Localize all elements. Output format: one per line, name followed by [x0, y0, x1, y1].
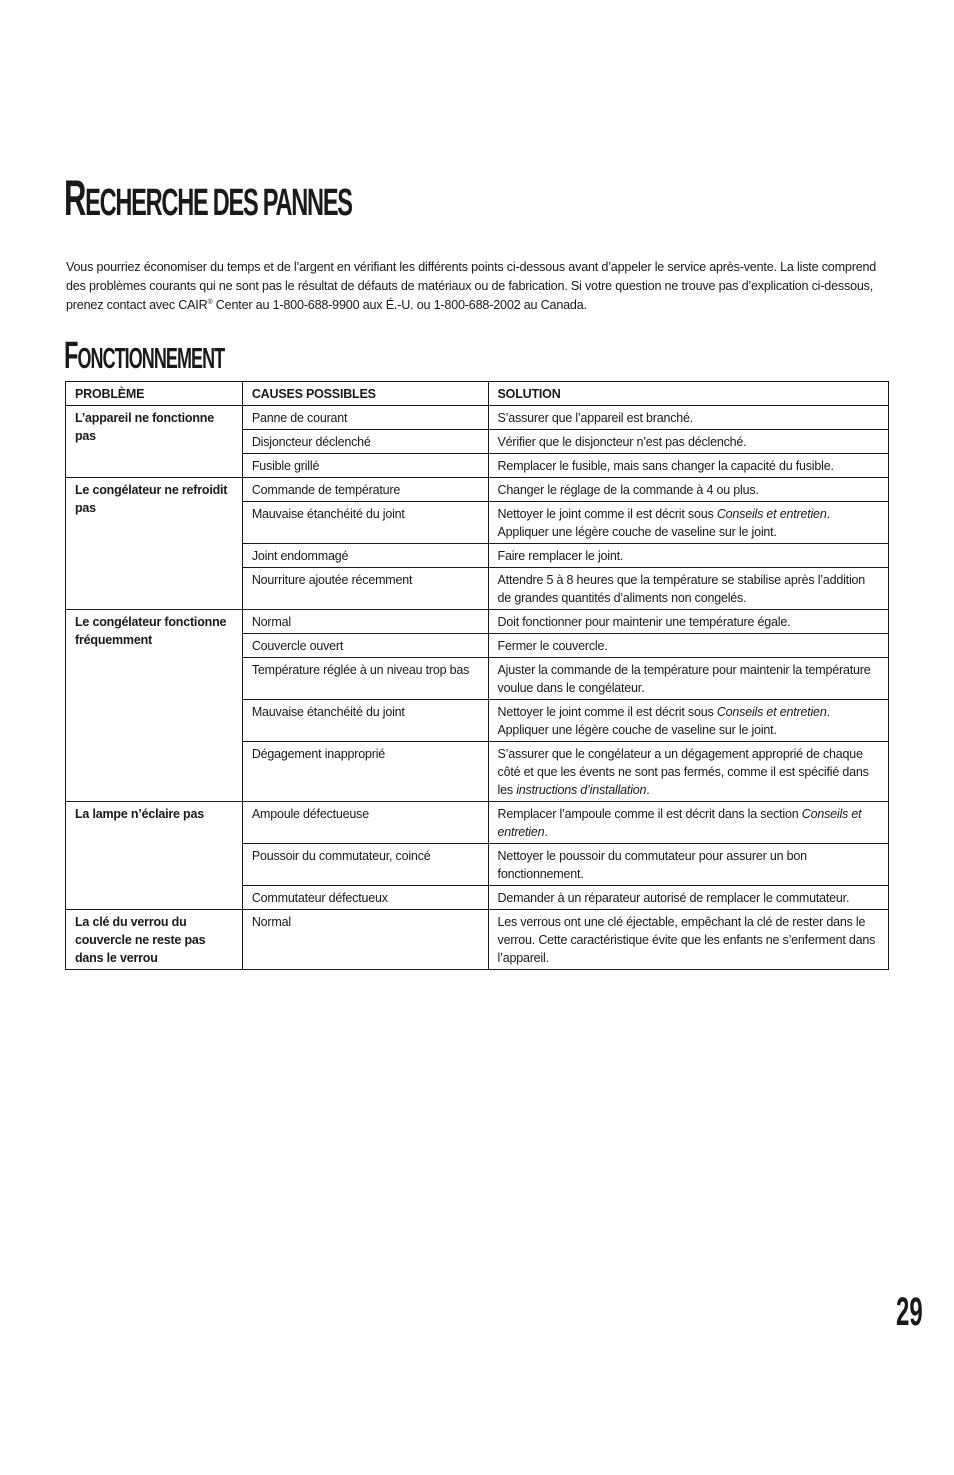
table-row	[66, 802, 889, 844]
solution-reference: instructions d’installation	[516, 783, 647, 797]
cause-cell: Ampoule défectueuse	[242, 802, 488, 844]
cause-cell: Poussoir du commutateur, coincé	[242, 844, 488, 886]
intro-text-contact: Center au 1-800-688-9900 aux É.-U. ou 1-800-688-2002 au Canada.	[212, 298, 587, 312]
cause-cell: Mauvaise étanchéité du joint	[242, 502, 488, 544]
solution-cell	[488, 742, 888, 802]
cause-cell: Commande de température	[242, 478, 488, 502]
solution-text: .	[544, 825, 548, 839]
section-title-initial: F	[64, 335, 78, 377]
problem-cell: La clé du verrou du couvercle ne reste pas dans le verrou	[66, 910, 243, 970]
title-initial: R	[64, 170, 86, 226]
header-solution: SOLUTION	[488, 382, 888, 406]
solution-cell: S’assurer que l’appareil est branché.	[488, 406, 888, 430]
cause-cell: Couvercle ouvert	[242, 634, 488, 658]
table-header-row	[66, 382, 889, 406]
solution-text: Remplacer l’ampoule comme il est décrit dans la section	[497, 807, 802, 821]
solution-cell: Demander à un réparateur autorisé de remplacer le commutateur.	[488, 886, 888, 910]
solution-cell: Faire remplacer le joint.	[488, 544, 888, 568]
solution-cell: Ajuster la commande de la température pour maintenir la température voulue dans le congélateur.	[488, 658, 888, 700]
table-row	[66, 406, 889, 430]
solution-text: .	[646, 783, 650, 797]
solution-cell	[488, 502, 888, 544]
troubleshooting-table	[65, 381, 889, 970]
section-title-rest: ONCTIONNEMENT	[77, 343, 225, 375]
solution-text: Nettoyer le joint comme il est décrit sous	[497, 507, 717, 521]
cause-cell: Mauvaise étanchéité du joint	[242, 700, 488, 742]
cause-cell: Disjoncteur déclenché	[242, 430, 488, 454]
solution-cell: Les verrous ont une clé éjectable, empêchant la clé de rester dans le verrou. Cette caractéristique évite que les enfants ne s’enferment dans l’appareil.	[488, 910, 888, 970]
solution-cell: Fermer le couvercle.	[488, 634, 888, 658]
cause-cell: Température réglée à un niveau trop bas	[242, 658, 488, 700]
registered-mark: ®	[207, 299, 213, 306]
solution-cell	[488, 802, 888, 844]
cause-cell: Fusible grillé	[242, 454, 488, 478]
solution-text: . Appliquer une légère couche de vaseline sur le joint.	[497, 507, 830, 539]
cause-cell: Normal	[242, 610, 488, 634]
header-causes: CAUSES POSSIBLES	[242, 382, 488, 406]
solution-cell: Changer le réglage de la commande à 4 ou plus.	[488, 478, 888, 502]
solution-text: S’assurer que le congélateur a un dégagement approprié de chaque côté et que les évents ne sont pas fermés, comme il est spécifié dans les	[497, 747, 869, 797]
solution-text: . Appliquer une légère couche de vaseline sur le joint.	[497, 705, 830, 737]
intro-paragraph	[66, 258, 892, 315]
problem-cell: La lampe n’éclaire pas	[66, 802, 243, 910]
solution-reference: Conseils et entretien	[716, 705, 827, 719]
solution-text: Nettoyer le joint comme il est décrit sous	[497, 705, 717, 719]
solution-cell	[488, 700, 888, 742]
section-title	[64, 334, 224, 381]
problem-cell: Le congélateur fonctionne fréquemment	[66, 610, 243, 802]
table-row	[66, 610, 889, 634]
cause-cell: Commutateur défectueux	[242, 886, 488, 910]
cause-cell: Dégagement inapproprié	[242, 742, 488, 802]
problem-cell: L’appareil ne fonctionne pas	[66, 406, 243, 478]
title-rest: ECHERCHE DES PANNES	[85, 182, 352, 224]
page-title	[64, 168, 352, 233]
cause-cell: Normal	[242, 910, 488, 970]
table-row	[66, 910, 889, 970]
intro-text: Vous pourriez économiser du temps et de l’argent en vérifiant les différents points ci-dessous avant d’appeler le service après-vente. La liste comprend des problèmes courants qui ne sont pas le résultat de défauts de matériaux ou de fabrication. Si votre question ne trouve pas d’explication ci-dessous, prenez contact avec CAIR	[66, 260, 877, 312]
solution-reference: Conseils et entretien	[716, 507, 827, 521]
solution-cell: Attendre 5 à 8 heures que la température se stabilise après l’addition de grandes quantités d’aliments non congelés.	[488, 568, 888, 610]
table-row	[66, 478, 889, 502]
problem-cell: Le congélateur ne refroidit pas	[66, 478, 243, 610]
cause-cell: Nourriture ajoutée récemment	[242, 568, 488, 610]
solution-reference: Conseils et entretien	[497, 807, 862, 839]
solution-cell: Nettoyer le poussoir du commutateur pour assurer un bon fonctionnement.	[488, 844, 888, 886]
header-problem: PROBLÈME	[66, 382, 243, 406]
solution-cell: Remplacer le fusible, mais sans changer la capacité du fusible.	[488, 454, 888, 478]
solution-cell: Vérifier que le disjoncteur n’est pas déclenché.	[488, 430, 888, 454]
cause-cell: Joint endommagé	[242, 544, 488, 568]
cause-cell: Panne de courant	[242, 406, 488, 430]
solution-cell: Doit fonctionner pour maintenir une température égale.	[488, 610, 888, 634]
table-body	[66, 406, 889, 970]
page-number: 29	[896, 1290, 923, 1334]
